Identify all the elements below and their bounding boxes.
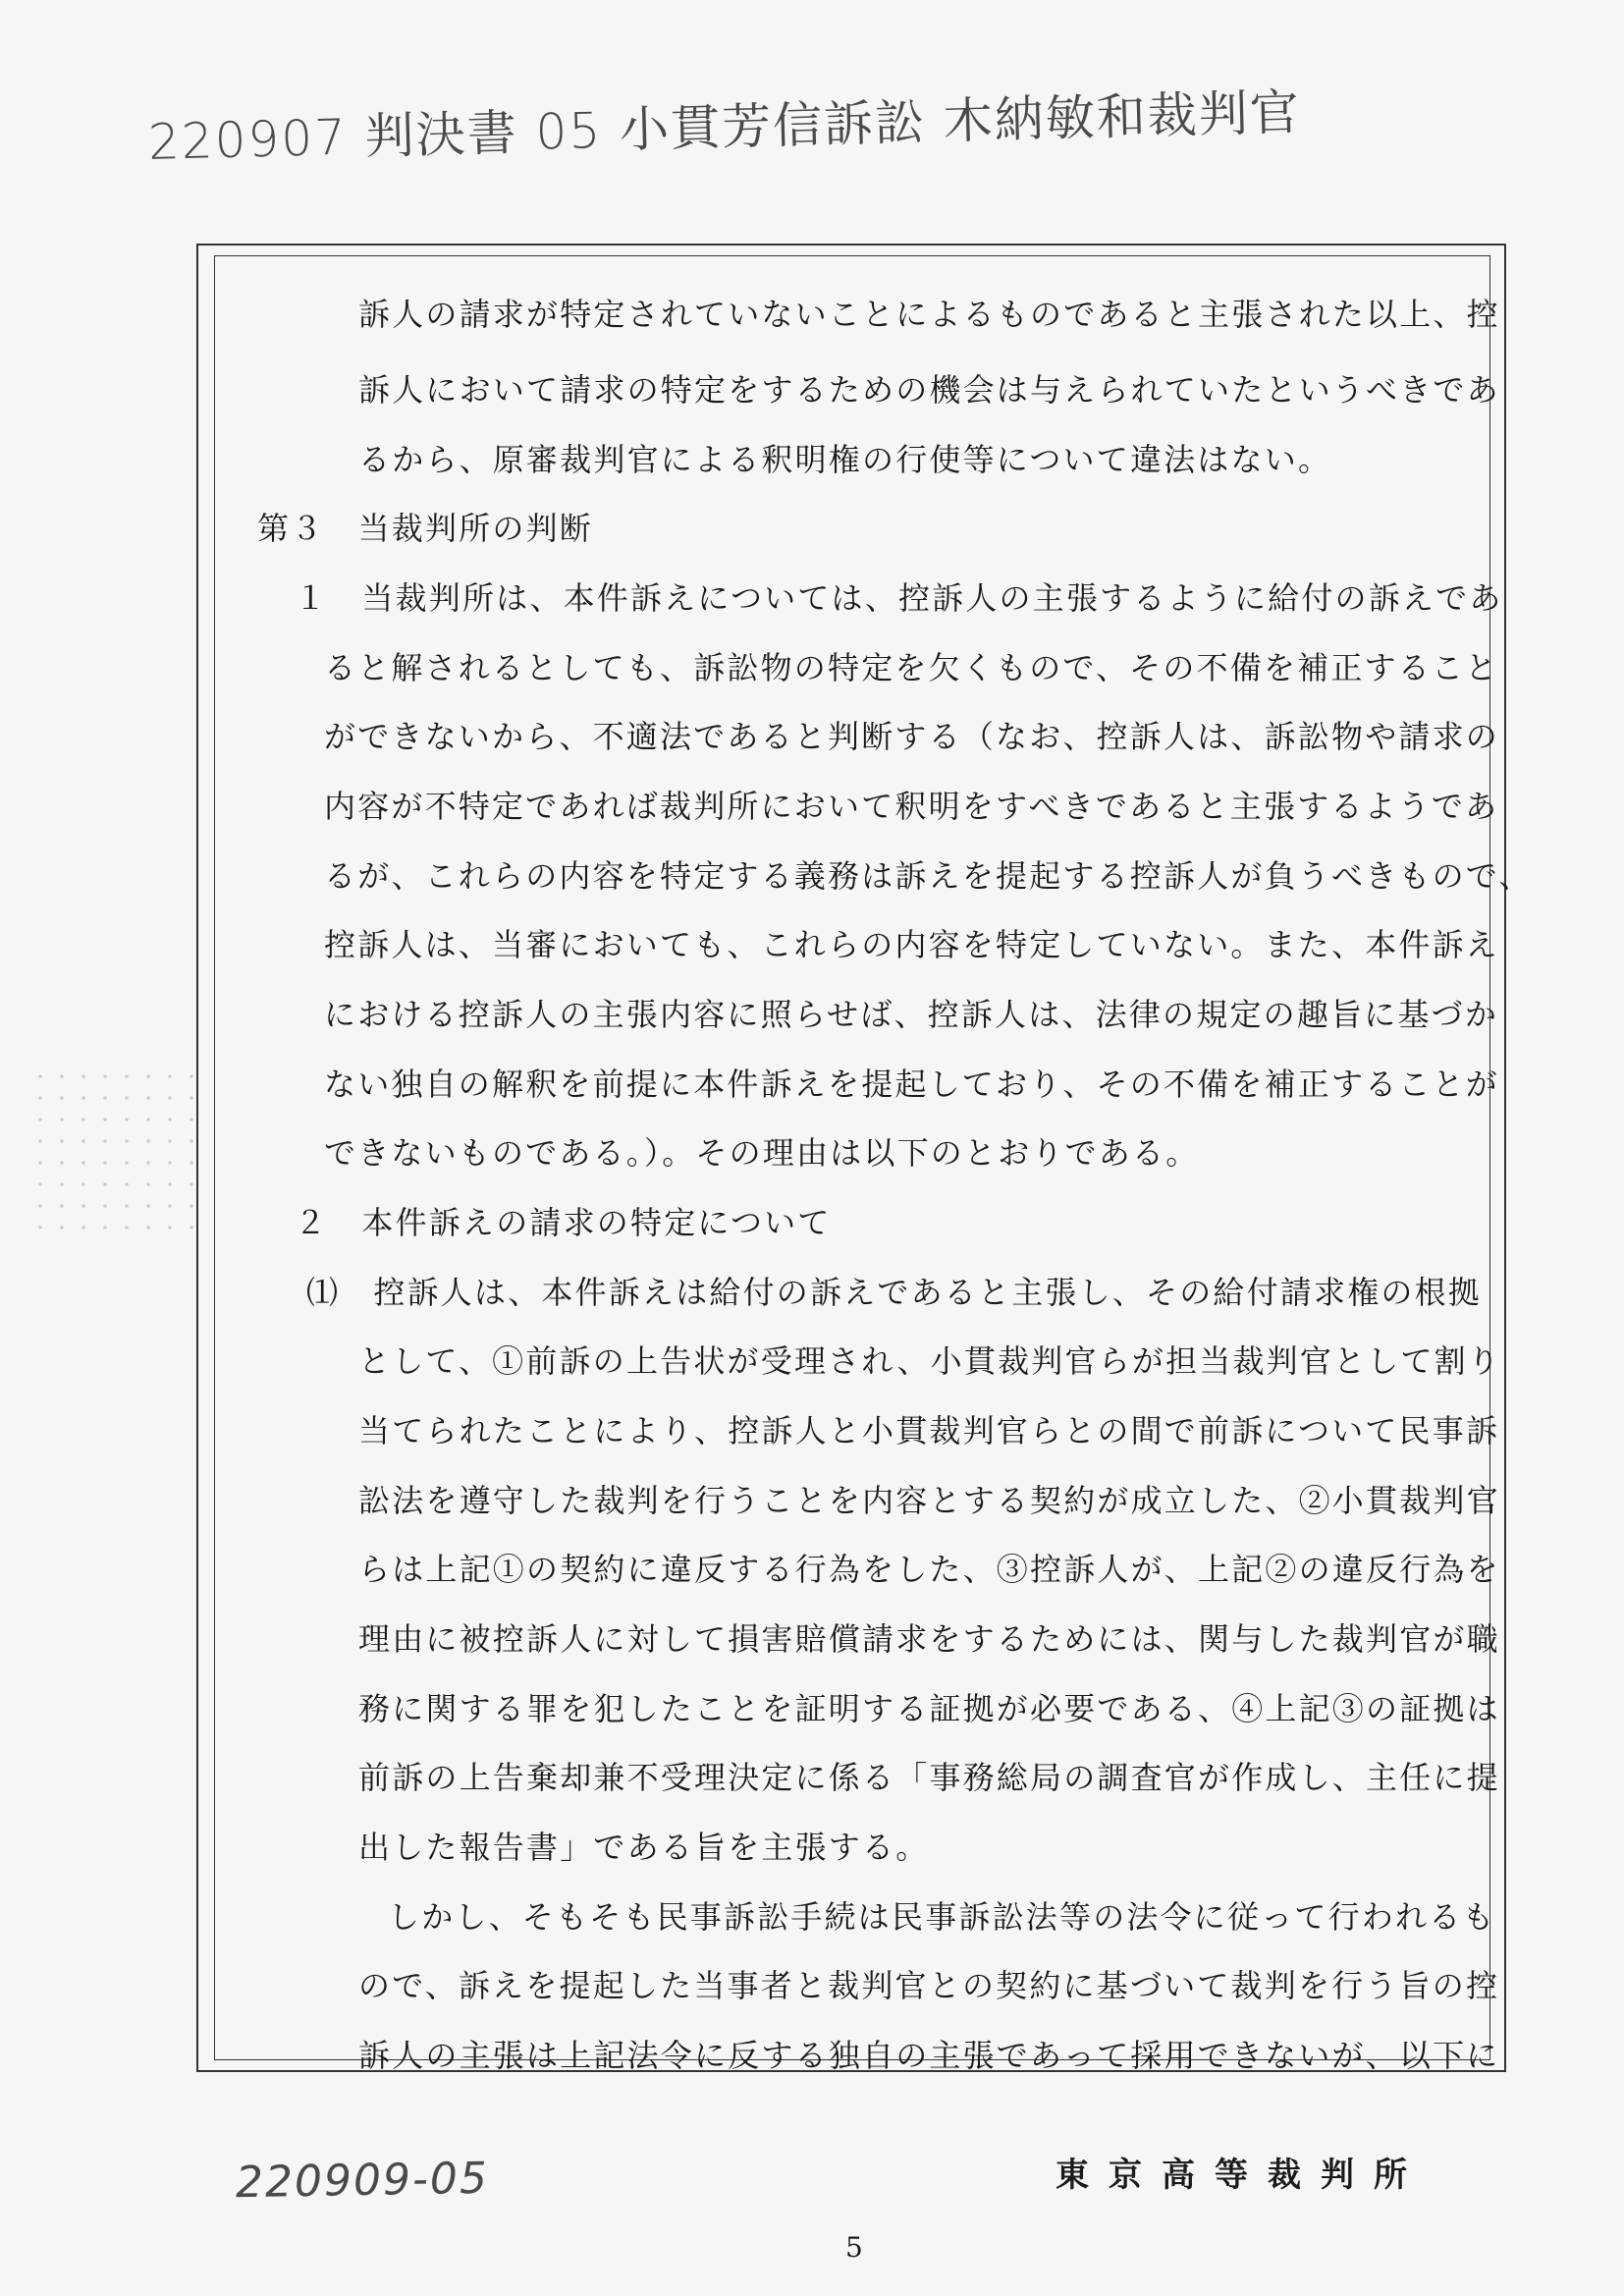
body-line: 務に関する罪を犯したことを証明する証拠が必要である、④上記③の証拠は <box>358 1690 1500 1727</box>
body-line: 訴人の請求が特定されていないことによるものであると主張された以上、控 <box>358 296 1500 333</box>
body-line: らは上記①の契約に違反する行為をした、③控訴人が、上記②の違反行為を <box>358 1551 1500 1588</box>
body-line: しかし、そもそも民事訴訟手続は民事訴訟法等の法令に従って行われるも <box>388 1898 1496 1936</box>
body-line: ができないから、不適法であると判断する（なお、控訴人は、訴訟物や請求の <box>324 718 1500 755</box>
body-line: 当てられたことにより、控訴人と小貫裁判官らとの間で前訴について民事訴 <box>358 1412 1500 1449</box>
body-line: ると解されるとしても、訴訟物の特定を欠くもので、その不備を補正すること <box>324 649 1499 686</box>
body-line: ない独自の解釈を前提に本件訴えを提起しており、その不備を補正することが <box>324 1066 1500 1103</box>
body-line: 控訴人は、当審においても、これらの内容を特定していない。また、本件訴え <box>324 926 1500 963</box>
body-line: るから、原審裁判官による釈明権の行使等について違法はない。 <box>358 441 1332 478</box>
body-line: １ 当裁判所は、本件訴えについては、控訴人の主張するように給付の訴えであ <box>295 579 1503 617</box>
subsection-heading: ２ 本件訴えの請求の特定について <box>295 1204 832 1241</box>
section-heading: 第３ 当裁判所の判断 <box>257 510 594 547</box>
body-line: 訟法を遵守した裁判を行うことを内容とする契約が成立した、②小貫裁判官 <box>358 1482 1500 1519</box>
court-name: 東京高等裁判所 <box>1056 2156 1427 2195</box>
body-line: 内容が不特定であれば裁判所において釈明をすべきであると主張するようであ <box>324 788 1499 825</box>
body-line: るが、これらの内容を特定する義務は訴えを提起する控訴人が負うべきもので、 <box>324 857 1533 895</box>
body-line: できないものである。）。その理由は以下のとおりである。 <box>324 1134 1200 1172</box>
body-line: 訴人の主張は上記法令に反する独自の主張であって採用できないが、以下に <box>358 2037 1500 2074</box>
body-line: ⑴ 控訴人は、本件訴えは給付の訴えであると主張し、その給付請求権の根拠 <box>306 1274 1483 1311</box>
handwritten-header-note: 220907 判決書 05 小貫芳信訴訟 木納敏和裁判官 <box>147 83 1302 171</box>
body-line: 出した報告書」である旨を主張する。 <box>358 1829 930 1866</box>
page-number: 5 <box>845 2231 863 2264</box>
body-line: における控訴人の主張内容に照らせば、控訴人は、法律の規定の趣旨に基づか <box>324 996 1499 1033</box>
body-line: 理由に被控訴人に対して損害賠償請求をするためには、関与した裁判官が職 <box>358 1620 1500 1658</box>
body-line: 前訴の上告棄却兼不受理決定に係る「事務総局の調査官が作成し、主任に提 <box>358 1759 1500 1796</box>
handwritten-footer-note: 220909-05 <box>235 2153 490 2209</box>
body-line: ので、訴えを提起した当事者と裁判官との契約に基づいて裁判を行う旨の控 <box>358 1967 1500 2004</box>
body-line: として、①前訴の上告状が受理され、小貫裁判官らが担当裁判官として割り <box>358 1342 1502 1380</box>
scan-dot-pattern <box>29 1066 196 1232</box>
body-line: 訴人において請求の特定をするための機会は与えられていたというべきであ <box>358 371 1500 409</box>
